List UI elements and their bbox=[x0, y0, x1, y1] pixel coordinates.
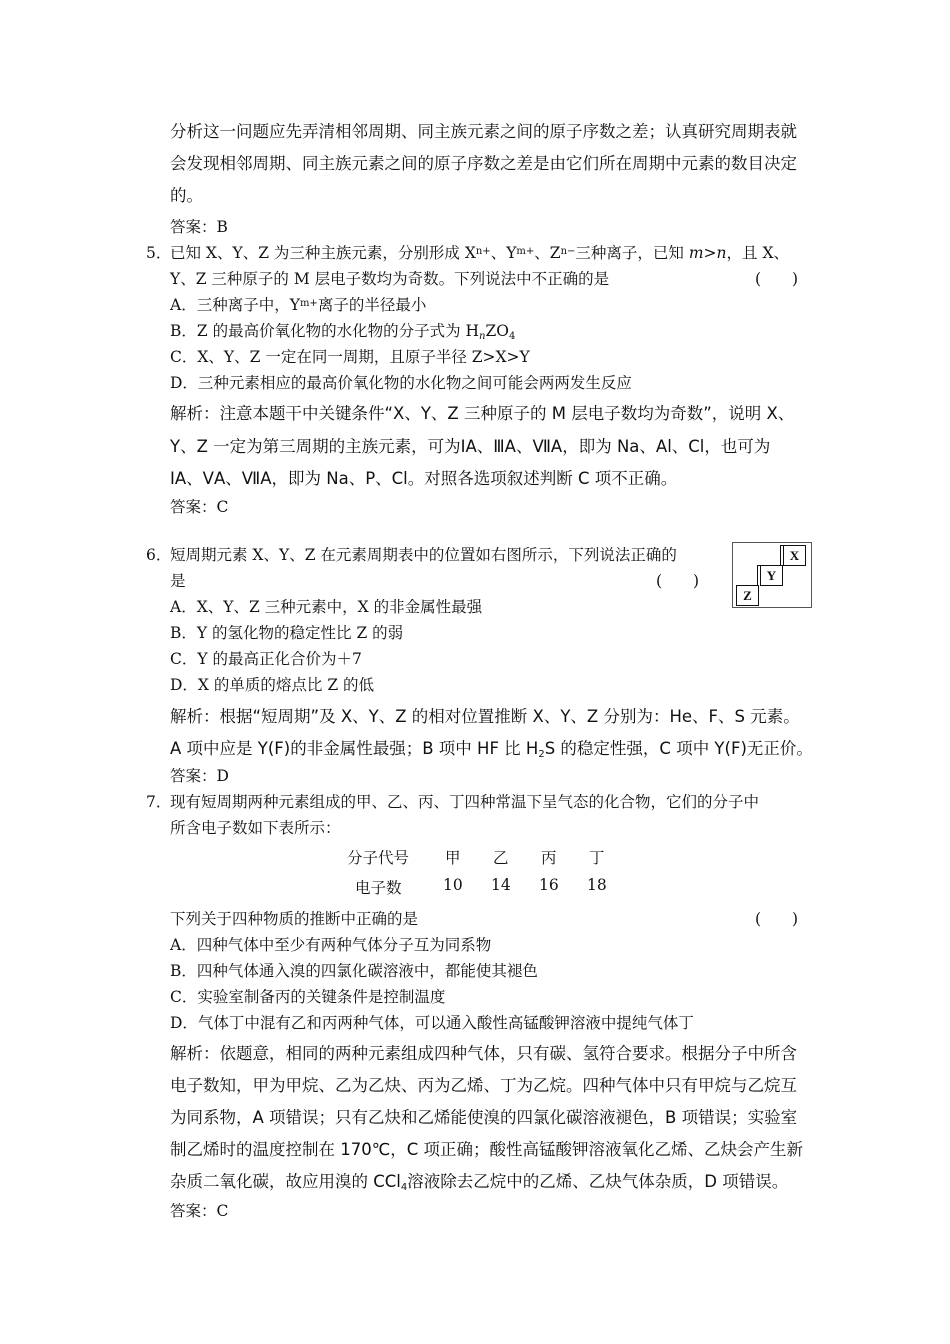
answer-line: 答案：D bbox=[170, 767, 229, 785]
solution-line: 解析：根据“短周期”及 X、Y、Z 的相对位置推断 X、Y、Z 分别为：He、F、S 元素。 bbox=[170, 707, 800, 726]
option-d: D．气体丁中混有乙和丙两种气体，可以通入酸性高锰酸钾溶液中提纯气体丁 bbox=[170, 1014, 694, 1032]
answer-blank: ( ) bbox=[755, 910, 799, 928]
solution-line: A 项中应是 Y(F)的非金属性最强；B 项中 HF 比 $H_2S$ 的稳定性强，C 项中 Y(F)无正价。 bbox=[170, 739, 813, 760]
table-header: 丁 bbox=[589, 849, 605, 867]
option-c: C．Y 的最高正化合价为＋7 bbox=[170, 650, 362, 668]
option-d: D．X 的单质的熔点比 Z 的低 bbox=[170, 676, 375, 694]
solution-line: 会发现相邻周期、同主族元素之间的原子序数之差是由它们所在周期中元素的数目决定 bbox=[170, 154, 797, 173]
table-cell: 16 bbox=[539, 876, 559, 894]
option-b: B．四种气体通入溴的四氯化碳溶液中，都能使其褪色 bbox=[170, 962, 538, 980]
answer-line: 答案：C bbox=[170, 498, 229, 516]
question-number: 7． bbox=[146, 793, 172, 811]
question-stem: 是 bbox=[170, 572, 186, 590]
answer-line: 答案：C bbox=[170, 1202, 229, 1220]
table-header: 分子代号 bbox=[347, 849, 410, 867]
table-cell: 10 bbox=[443, 876, 463, 894]
question-number: 5． bbox=[146, 244, 172, 262]
solution-line: ⅠA、ⅤA、ⅦA，即为 Na、P、Cl。对照各选项叙述判断 C 项不正确。 bbox=[170, 469, 678, 488]
question-stem: 短周期元素 X、Y、Z 在元素周期表中的位置如右图所示，下列说法正确的 bbox=[170, 546, 677, 564]
option-d: D．三种元素相应的最高价氧化物的水化物之间可能会两两发生反应 bbox=[170, 374, 632, 392]
question-stem: Y、Z 三种原子的 M 层电子数均为奇数。下列说法中不正确的是 bbox=[170, 270, 610, 288]
question-number: 6． bbox=[146, 546, 172, 564]
answer-blank: ( ) bbox=[755, 270, 799, 288]
solution-line: 解析：注意本题干中关键条件“X、Y、Z 三种原子的 M 层电子数均为奇数”，说明 X、 bbox=[170, 404, 795, 423]
table-header: 甲 bbox=[445, 849, 461, 867]
option-b: B．Z 的最高价氧化物的水化物的分子式为 $H_nZO_4$ bbox=[170, 322, 516, 342]
solution-line: 制乙烯时的温度控制在 170℃，C 项正确；酸性高锰酸钾溶液氧化乙烯、乙炔会产生新 bbox=[170, 1140, 804, 1159]
solution-line: 分析这一问题应先弄清相邻周期、同主族元素之间的原子序数之差；认真研究周期表就 bbox=[170, 122, 797, 141]
electron-count-table bbox=[0, 846, 950, 906]
option-c: C．实验室制备丙的关键条件是控制温度 bbox=[170, 988, 446, 1006]
table-cell: 14 bbox=[491, 876, 511, 894]
answer-blank: ( ) bbox=[656, 572, 700, 590]
element-y-box: Y bbox=[760, 565, 783, 586]
solution-line: 为同系物，A 项错误；只有乙炔和乙烯能使溴的四氯化碳溶液褪色，B 项错误；实验室 bbox=[170, 1108, 798, 1127]
solution-line: 的。 bbox=[170, 186, 203, 205]
solution-line: Y、Z 一定为第三周期的主族元素，可为ⅠA、ⅢA、ⅦA，即为 Na、Al、Cl，也可为 bbox=[170, 437, 771, 456]
question-stem: 所含电子数如下表所示： bbox=[170, 819, 341, 837]
periodic-table-diagram bbox=[732, 542, 812, 608]
element-x-box: X bbox=[783, 545, 806, 566]
table-header: 乙 bbox=[493, 849, 509, 867]
question-stem: 现有短周期两种元素组成的甲、乙、丙、丁四种常温下呈气态的化合物，它们的分子中 bbox=[170, 793, 760, 811]
solution-line: 解析：依题意，相同的两种元素组成四种气体，只有碳、氢符合要求。根据分子中所含 bbox=[170, 1044, 797, 1063]
solution-line: 电子数知，甲为甲烷、乙为乙炔、丙为乙烯、丁为乙烷。四种气体中只有甲烷与乙烷互 bbox=[170, 1076, 797, 1095]
option-b: B．Y 的氢化物的稳定性比 Z 的弱 bbox=[170, 624, 404, 642]
solution-line: 杂质二氧化碳，故应用溴的 CCl$_4$溶液除去乙烷中的乙烯、乙炔气体杂质，D 项错误。 bbox=[170, 1172, 789, 1193]
question-stem: 已知 X、Y、Z 为三种主族元素，分别形成 $X^{n+}$、$Y^{m+}$、$Z^{n-}$三种离子，已知 m>n，且 X、 bbox=[170, 244, 789, 262]
option-a: A．四种气体中至少有两种气体分子互为同系物 bbox=[170, 936, 492, 954]
question-stem: 下列关于四种物质的推断中正确的是 bbox=[170, 910, 419, 928]
table-cell: 18 bbox=[587, 876, 607, 894]
option-a: A．三种离子中，$Y^{m+}$离子的半径最小 bbox=[170, 296, 427, 314]
option-c: C．X、Y、Z 一定在同一周期，且原子半径 Z>X>Y bbox=[170, 348, 530, 366]
table-cell: 电子数 bbox=[355, 879, 402, 897]
option-a: A．X、Y、Z 三种元素中，X 的非金属性最强 bbox=[170, 598, 483, 616]
table-header: 丙 bbox=[541, 849, 557, 867]
element-z-box: Z bbox=[736, 585, 759, 606]
answer-line: 答案：B bbox=[170, 218, 228, 236]
